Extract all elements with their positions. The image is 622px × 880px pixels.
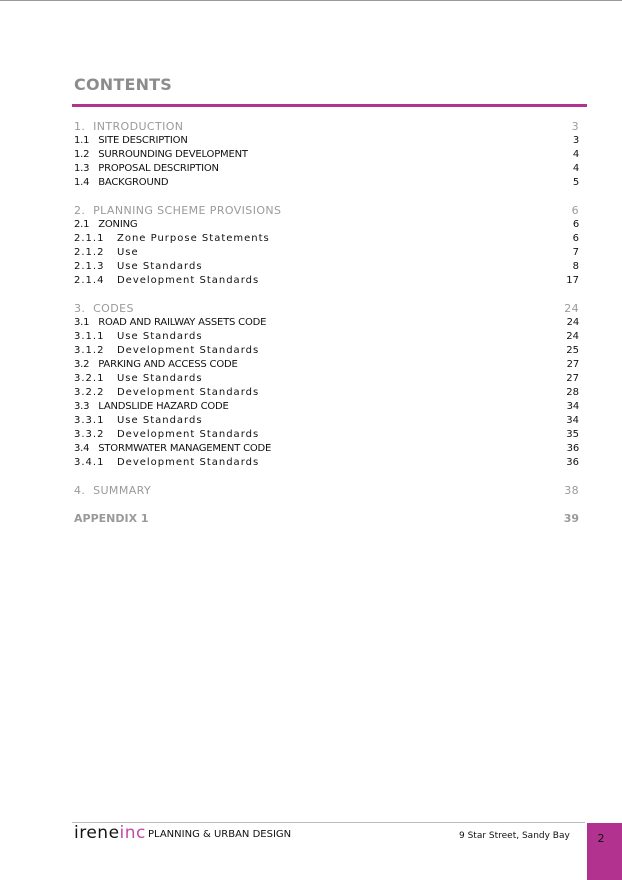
toc-entry	[74, 218, 579, 232]
logo-main: irene	[74, 823, 120, 843]
toc-entry-page: 27	[566, 359, 579, 370]
toc-entry-page: 34	[566, 401, 579, 412]
heading-divider	[72, 104, 587, 107]
toc-entry	[74, 246, 579, 260]
toc-entry-page: 24	[566, 331, 579, 342]
table-of-contents	[74, 119, 579, 526]
toc-entry-page: 3	[572, 135, 579, 146]
toc-entry-label: 2. PLANNING SCHEME PROVISIONS	[74, 204, 282, 217]
toc-entry-label: 1. INTRODUCTION	[74, 120, 184, 133]
toc-entry-label: 1.2 SURROUNDING DEVELOPMENT	[74, 149, 248, 160]
toc-entry-page: 4	[572, 149, 579, 160]
footer-address: 9 Star Street, Sandy Bay	[459, 831, 570, 841]
toc-entry-label: 3.4.1 Development Standards	[74, 457, 260, 468]
toc-entry	[74, 148, 579, 162]
toc-entry-page: 24	[564, 302, 579, 315]
company-logo	[74, 823, 146, 843]
toc-entry	[74, 372, 579, 386]
toc-entry-label: 3.1.2 Development Standards	[74, 345, 260, 356]
toc-entry-page: 36	[566, 443, 579, 454]
toc-entry-page: 17	[566, 275, 579, 286]
toc-entry-page: 28	[566, 387, 579, 398]
toc-entry-page: 27	[566, 373, 579, 384]
toc-entry	[74, 162, 579, 176]
footer-divider	[72, 822, 585, 823]
toc-entry-page: 3	[571, 120, 579, 133]
toc-entry-label: 1.1 SITE DESCRIPTION	[74, 135, 188, 146]
toc-entry	[74, 176, 579, 190]
page-title: CONTENTS	[74, 75, 173, 94]
toc-entry-page: 25	[566, 345, 579, 356]
toc-entry	[74, 344, 579, 358]
toc-entry	[74, 134, 579, 148]
toc-entry	[74, 442, 579, 456]
toc-entry	[74, 274, 579, 288]
toc-entry-label: 3. CODES	[74, 302, 134, 315]
toc-entry-page: 6	[572, 219, 579, 230]
toc-entry	[74, 203, 579, 218]
toc-entry	[74, 358, 579, 372]
toc-entry-label: 3.2.2 Development Standards	[74, 387, 260, 398]
toc-entry-page: 7	[572, 247, 579, 258]
toc-entry-label: APPENDIX 1	[74, 512, 149, 525]
toc-entry	[74, 456, 579, 470]
page-number-box	[587, 823, 622, 880]
toc-entry-label: 3.4 STORMWATER MANAGEMENT CODE	[74, 443, 272, 454]
toc-entry-page: 38	[564, 484, 579, 497]
toc-entry-label: 1.4 BACKGROUND	[74, 177, 169, 188]
toc-entry	[74, 316, 579, 330]
logo-tagline: PLANNING & URBAN DESIGN	[148, 829, 292, 840]
logo-accent: inc	[119, 823, 146, 843]
toc-entry	[74, 232, 579, 246]
toc-entry-page: 6	[572, 233, 579, 244]
toc-entry-page: 6	[571, 204, 579, 217]
toc-entry	[74, 400, 579, 414]
toc-entry-page: 34	[566, 415, 579, 426]
toc-entry	[74, 301, 579, 316]
toc-entry	[74, 483, 579, 498]
toc-entry-label: 3.3.2 Development Standards	[74, 429, 260, 440]
toc-entry	[74, 386, 579, 400]
toc-entry-label: 2.1.1 Zone Purpose Statements	[74, 233, 270, 244]
toc-entry-page: 35	[566, 429, 579, 440]
toc-entry-page: 5	[572, 177, 579, 188]
toc-entry	[74, 511, 579, 526]
toc-entry-page: 39	[563, 512, 579, 525]
toc-entry-label: 2.1.4 Development Standards	[74, 275, 260, 286]
toc-entry	[74, 119, 579, 134]
toc-entry-page: 24	[566, 317, 579, 328]
toc-entry-label: 3.3.1 Use Standards	[74, 415, 203, 426]
toc-entry-label: 3.3 LANDSLIDE HAZARD CODE	[74, 401, 229, 412]
toc-entry-page: 4	[572, 163, 579, 174]
toc-entry-page: 36	[566, 457, 579, 468]
toc-entry-label: 3.2 PARKING AND ACCESS CODE	[74, 359, 238, 370]
toc-entry	[74, 260, 579, 274]
toc-entry-page: 8	[572, 261, 579, 272]
toc-entry	[74, 330, 579, 344]
toc-entry-label: 3.1.1 Use Standards	[74, 331, 203, 342]
toc-entry-label: 2.1 ZONING	[74, 219, 138, 230]
toc-entry-label: 3.1 ROAD AND RAILWAY ASSETS CODE	[74, 317, 267, 328]
page-number: 2	[597, 832, 605, 845]
toc-entry-label: 2.1.2 Use	[74, 247, 139, 258]
toc-entry	[74, 428, 579, 442]
toc-entry	[74, 414, 579, 428]
toc-entry-label: 2.1.3 Use Standards	[74, 261, 203, 272]
toc-entry-label: 3.2.1 Use Standards	[74, 373, 203, 384]
toc-entry-label: 4. SUMMARY	[74, 484, 152, 497]
top-rule	[0, 0, 622, 1]
toc-entry-label: 1.3 PROPOSAL DESCRIPTION	[74, 163, 219, 174]
